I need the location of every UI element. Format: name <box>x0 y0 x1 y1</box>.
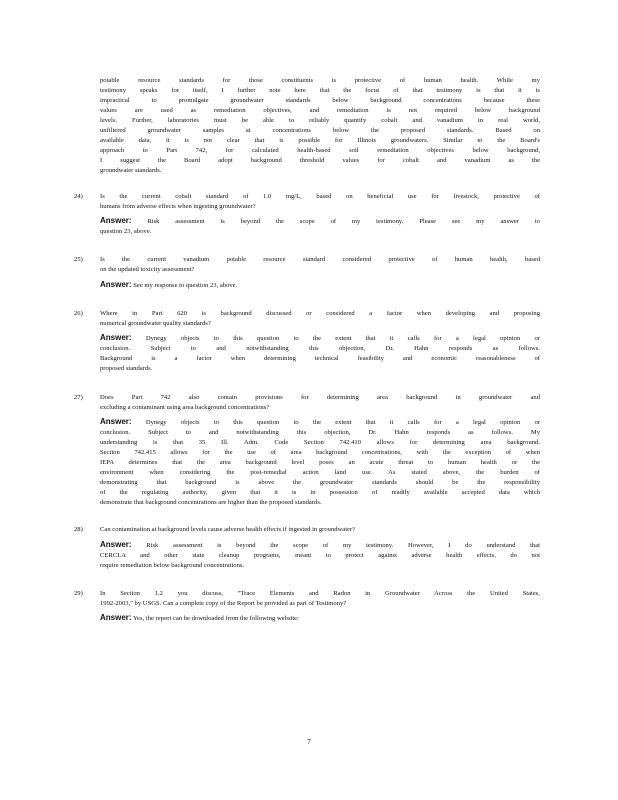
question-line: humans from adverse effects when ingesting groundwater? <box>100 203 256 210</box>
answer-label: Answer: <box>100 217 132 225</box>
question-line: Does Part 742 also contain provisions for determining area background in groundwater and <box>100 394 540 401</box>
answer-line <box>100 418 540 427</box>
question-line: on the updated toxicity assessment? <box>100 266 195 273</box>
intro-line: unfiltered groundwater samples at concentrations below the proposed standards. Based on <box>100 127 540 134</box>
intro-line: impractical to promulgate groundwater standards below background concentrations because these <box>100 97 540 104</box>
answer-line: understanding is that 35 Ill. Adm. Code Section 742.410 allows for determining area background. <box>100 439 540 446</box>
answer-line <box>100 541 540 550</box>
question-number: 26) <box>74 310 83 317</box>
question-line: Where in Part 620 is background discussed or considered a factor when developing and proposing <box>100 310 540 317</box>
answer-line <box>100 217 540 226</box>
answer-line: conclusion. Subject to and notwithstanding this objection, Dr. Hahn responds as follows. My <box>100 429 540 436</box>
answer-line: environment when considering the post-remedial action land use. As stated above, the burden of <box>100 469 540 476</box>
question-line: numerical groundwater quality standards? <box>100 320 211 327</box>
answer-label: Answer: <box>100 281 132 289</box>
intro-line: values are used as remediation objectives, and remediation is not required below background <box>100 107 540 114</box>
question-line: Is the current cobalt standard of 1.0 mg/L, based on beneficial use for livestock, protective of <box>100 193 540 200</box>
question-line: excluding a contaminant using area background concentrations? <box>100 404 270 411</box>
question-line: In Section 1.2 you discuss, "Trace Elements and Radon in Groundwater Across the United States, <box>100 590 540 597</box>
question-number: 25) <box>74 256 83 263</box>
question-line: Can contamination at background levels cause adverse health effects if ingested in groundwater? <box>100 526 356 533</box>
answer-line: demonstrating that background is above the groundwater standards should be the responsibility <box>100 479 540 486</box>
answer-line: question 23, above. <box>100 228 152 235</box>
answer-line: of the regulating authority, given that it is in possession of readily available accepted data which <box>100 489 540 496</box>
answer-line: demonstrate that background concentrations are higher than the proposed standards. <box>100 499 322 506</box>
answer-line: Background is a factor when determining technical feasibility and economic reasonableness of <box>100 355 540 362</box>
question-number: 24) <box>74 193 83 200</box>
answer-label: Answer: <box>100 334 132 342</box>
question-number: 27) <box>74 394 83 401</box>
answer-line <box>100 334 540 343</box>
answer-line: CERCLA and other state cleanup programs, meant to protect against adverse health effects, do not <box>100 552 540 559</box>
answer-text: Yes, the report can be downloaded from the following website: <box>132 615 299 622</box>
answer-text: Risk assessment is beyond the scope of my testimony. However, I do understand that <box>146 542 540 549</box>
question-number: 28) <box>74 526 83 533</box>
question-line: 1992-2003," by USGS. Can a complete copy of the Report be provided as part of Testimony? <box>100 600 347 607</box>
intro-line: available data, it is not clear that is possible for Illinois groundwaters. Similar to the Board's <box>100 137 540 144</box>
answer-label: Answer: <box>100 614 132 622</box>
answer-line <box>100 281 540 290</box>
answer-label: Answer: <box>100 418 132 426</box>
intro-line: potable resource standards for those constituents is protective of human health. While my <box>100 77 540 84</box>
answer-text: Dynegy objects to this question to the extent that it calls for a legal opinion or <box>145 335 540 342</box>
intro-line: testimony speaks for itself, I further note here that the focus of that testimony is that it is <box>100 87 540 94</box>
answer-line: proposed standards. <box>100 365 153 372</box>
intro-line: approach to Part 742, for calculated health-based soil remediation objectives below background, <box>100 147 540 154</box>
answer-line: conclusion. Subject to and notwithstanding this objection, Dr. Hahn responds as follows. <box>100 345 540 352</box>
intro-line: levels. Further, laboratories must be able to reliably quantify cobalt and vanadium in real world, <box>100 117 540 124</box>
question-number: 29) <box>74 590 83 597</box>
answer-line: require remediation below background concentrations. <box>100 562 245 569</box>
question-line: Is the current vanadium potable resource standard considered protective of human health, based <box>100 256 540 263</box>
answer-line <box>100 614 540 623</box>
intro-line: I suggest the Board adopt background threshold values for cobalt and vanadium as the <box>100 157 540 164</box>
answer-line: Section 742.415 allows for the use of area background concentrations, with the exception of when <box>100 449 540 456</box>
answer-text: Dynegy objects to this question to the extent that it calls for a legal opinion or <box>145 419 540 426</box>
answer-label: Answer: <box>100 541 132 549</box>
answer-line: IEPA determines that the area background level poses an acute threat to human health or the <box>100 459 540 466</box>
answer-text: See my response to question 23, above. <box>133 282 238 289</box>
intro-line: groundwater standards. <box>100 167 162 174</box>
page-number: 7 <box>307 738 311 746</box>
answer-text: Risk assessment is beyond the scope of my testimony. Please see my answer to <box>147 218 540 225</box>
